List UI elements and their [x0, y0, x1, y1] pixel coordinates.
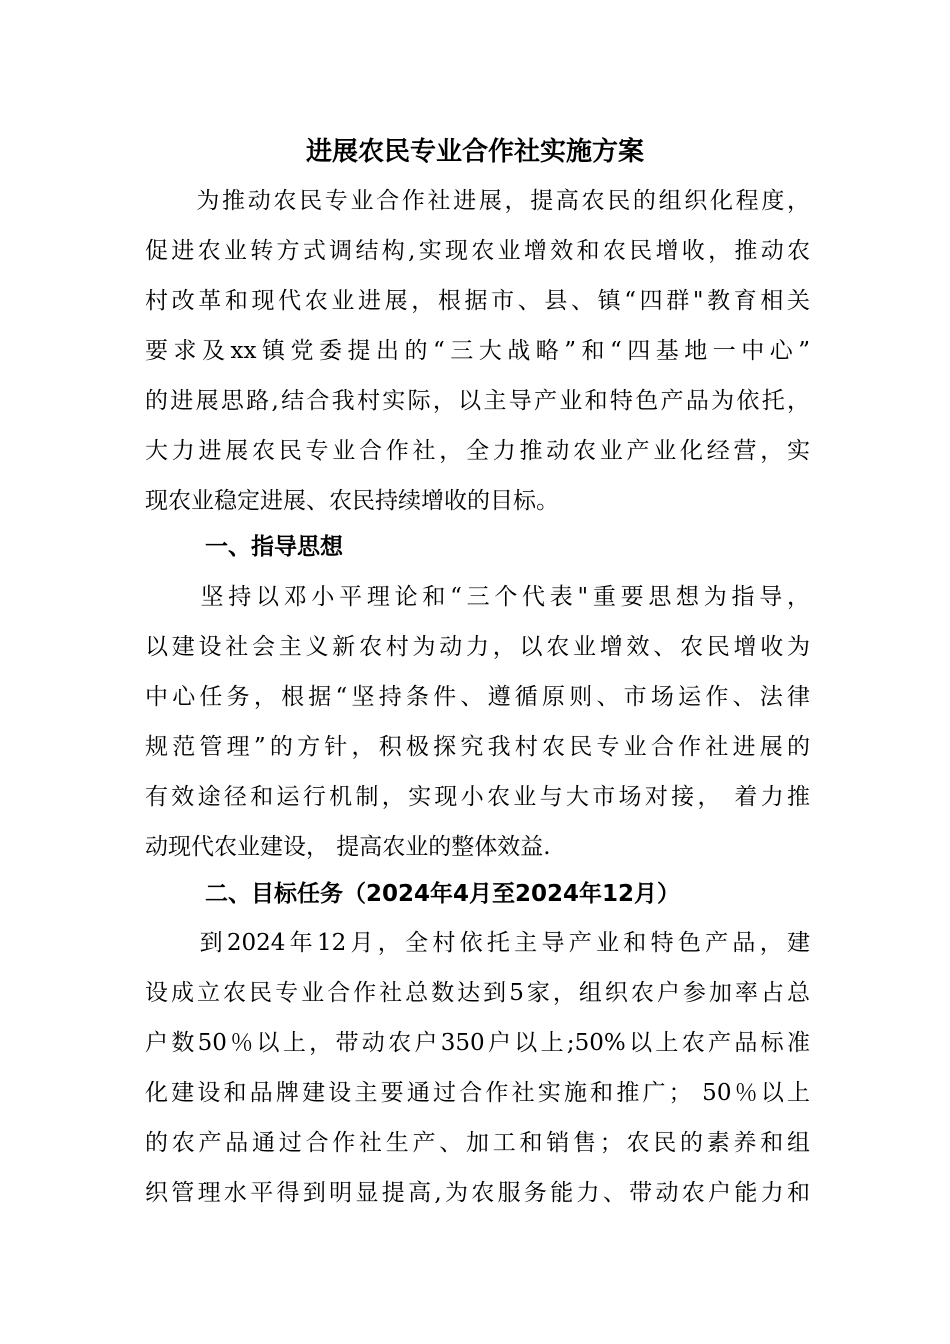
target-tasks-paragraph [145, 918, 810, 1218]
paragraph-line: 以建设社会主义新农村为动力，以农业增效、农民增收为 [145, 634, 810, 660]
paragraph-line: 动现代农业建设， 提高农业的整体效益. [145, 834, 551, 860]
paragraph-line: 为推动农民专业合作社进展，提高农民的组织化程度， [145, 188, 810, 214]
paragraph-line: 现农业稳定进展、农民持续增收的目标。 [145, 488, 559, 514]
paragraph-line: 到2024年12月，全村依托主导产业和特色产品，建 [145, 930, 810, 956]
paragraph-line: 化建设和品牌建设主要通过合作社实施和推广； 50％以上 [145, 1080, 810, 1106]
paragraph-line: 的进展思路,结合我村实际，以主导产业和特色产品为依托， [145, 388, 810, 414]
guiding-ideology-paragraph [145, 572, 810, 872]
paragraph-line: 的农产品通过合作社生产、加工和销售；农民的素养和组 [145, 1130, 810, 1156]
section-heading-target-tasks: 二、目标任务（2024年4月至2024年12月） [205, 881, 681, 907]
paragraph-line: 大力进展农民专业合作社，全力推动农业产业化经营，实 [145, 438, 810, 464]
paragraph-line: 中心任务，根据“坚持条件、遵循原则、市场运作、法律 [145, 684, 810, 710]
document-title: 进展农民专业合作社实施方案 [305, 137, 644, 167]
paragraph-line: 织管理水平得到明显提高,为农服务能力、带动农户能力和 [145, 1180, 810, 1206]
paragraph-line: 坚持以邓小平理论和“三个代表"重要思想为指导， [145, 584, 810, 610]
paragraph-line: 规范管理”的方针，积极探究我村农民专业合作社进展的 [145, 734, 810, 760]
paragraph-line: 村改革和现代农业进展，根据市、县、镇“四群"教育相关 [145, 288, 810, 314]
paragraph-line: 要求及xx镇党委提出的“三大战略”和“四基地一中心” [145, 338, 810, 364]
paragraph-line: 设成立农民专业合作社总数达到5家，组织农户参加率占总 [145, 980, 810, 1006]
paragraph-line: 促进农业转方式调结构,实现农业增效和农民增收，推动农 [145, 238, 810, 264]
section-heading-guiding-ideology: 一、指导思想 [205, 534, 343, 560]
paragraph-line: 有效途径和运行机制，实现小农业与大市场对接， 着力推 [145, 784, 810, 810]
intro-paragraph [145, 176, 810, 526]
paragraph-line: 户数50％以上，带动农户350户以上;50%以上农产品标准 [145, 1030, 810, 1056]
